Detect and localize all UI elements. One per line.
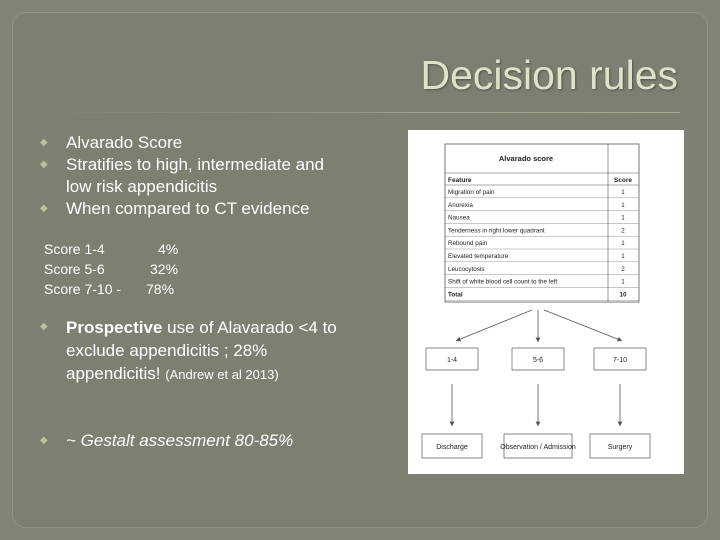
range-label: 1-4 xyxy=(446,357,458,364)
slide-title: Decision rules xyxy=(420,52,678,98)
bullet-stratifies: ◆ Stratifies to high, intermediate and low risk appendicitis xyxy=(40,155,324,196)
outcome-surgery: Surgery xyxy=(607,444,633,451)
bullet-diamond-icon: ◆ xyxy=(40,137,48,148)
prospective-bold: Prospective xyxy=(66,318,163,337)
feature-cell: Elevated temperature xyxy=(448,253,509,260)
range-label: 5-6 xyxy=(532,357,544,364)
score-row: Score 7-10 - 78% xyxy=(44,281,175,297)
header-feature: Feature xyxy=(448,177,472,184)
bullet-diamond-icon: ◆ xyxy=(40,203,48,214)
bullet-diamond-icon: ◆ xyxy=(40,159,48,170)
total-score: 10 xyxy=(619,291,627,299)
score-cell: 1 xyxy=(621,201,625,209)
score-cell: 1 xyxy=(621,278,625,286)
outcome-discharge: Discharge xyxy=(436,444,468,451)
score-cell: 2 xyxy=(621,265,625,273)
feature-cell: Anorexia xyxy=(448,201,473,209)
range-label: 7-10 xyxy=(612,357,628,364)
citation: (Andrew et al 2013) xyxy=(165,367,279,382)
bullet-alvarado: ◆ Alvarado Score xyxy=(40,133,183,152)
title-divider xyxy=(40,112,680,113)
score-cell: 1 xyxy=(621,189,625,196)
total-label: Total xyxy=(448,291,463,299)
feature-cell: Migration of pain xyxy=(448,189,495,196)
header-score: Score xyxy=(613,177,633,184)
feature-cell: Leucocytosis xyxy=(448,265,485,273)
bullet-gestalt: ◆ ~ Gestalt assessment 80-85% xyxy=(40,431,294,450)
feature-cell: Nausea xyxy=(448,214,470,222)
table-title: Alvarado score xyxy=(498,154,554,163)
bullet-prospective xyxy=(40,316,350,386)
bullet-diamond-icon: ◆ xyxy=(40,435,48,446)
feature-cell: Rebound pain xyxy=(448,240,488,248)
score-row: Score 5-6 32% xyxy=(44,261,179,277)
outcome-observation: Observation / Admission xyxy=(500,444,576,451)
prospective-text: use of Alavarado <4 to exclude appendicitis ; 28% appendicitis! xyxy=(66,318,337,383)
bullet-ct: ◆ When compared to CT evidence xyxy=(40,199,310,218)
score-cell: 1 xyxy=(621,214,625,222)
score-cell: 2 xyxy=(621,227,625,235)
feature-cell: Tenderness in right lower quadrant xyxy=(448,227,545,235)
feature-cell: Shift of white blood cell count to the left xyxy=(448,278,558,286)
score-cell: 1 xyxy=(621,253,625,260)
score-row: Score 1-4 4% xyxy=(44,241,179,257)
alvarado-figure xyxy=(408,130,684,474)
bullet-diamond-icon: ◆ xyxy=(40,321,48,332)
score-cell: 1 xyxy=(621,240,625,248)
